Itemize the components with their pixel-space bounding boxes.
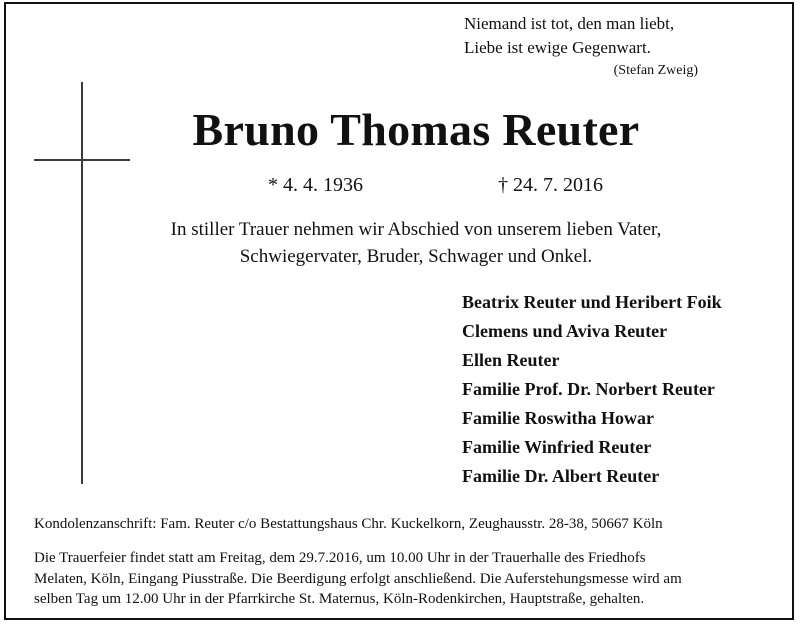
mourner-item: Clemens und Aviva Reuter (462, 321, 668, 341)
funeral-service-info (34, 548, 774, 610)
epitaph-quote (464, 12, 744, 80)
service-line-2: Melaten, Köln, Eingang Piusstraße. Die Beerdigung erfolgt anschließend. Die Auferstehungsmesse wird am (34, 570, 682, 587)
quote-line-2: Liebe ist ewige Gegenwart. (464, 38, 651, 57)
obituary-card (4, 2, 794, 620)
mourner-item: Familie Roswitha Howar (462, 408, 654, 428)
mourner-item: Ellen Reuter (462, 350, 560, 370)
service-line-1: Die Trauerfeier findet statt am Freitag, dem 29.7.2016, um 10.00 Uhr in der Trauerhalle des Friedhofs (34, 550, 646, 566)
farewell-line-2: Schwiegervater, Bruder, Schwager und Onkel. (239, 246, 593, 267)
deceased-name: Bruno Thomas Reuter (192, 104, 640, 155)
condolence-address: Kondolenzanschrift: Fam. Reuter c/o Bestattungshaus Chr. Kuckelkorn, Zeughausstr. 28-38, 50667 Köln (34, 516, 663, 532)
mourner-item: Familie Dr. Albert Reuter (462, 466, 660, 486)
cross-icon-vertical-beam (81, 82, 83, 484)
mourner-item: Familie Prof. Dr. Norbert Reuter (462, 379, 715, 399)
cross-icon-horizontal-beam (34, 159, 130, 161)
farewell-line-1: In stiller Trauer nehmen wir Abschied von unserem lieben Vater, (170, 219, 662, 240)
quote-line-1: Niemand ist tot, den man liebt, (464, 14, 675, 33)
farewell-text (136, 216, 696, 270)
death-date: † 24. 7. 2016 (498, 174, 603, 196)
service-line-3: selben Tag um 12.00 Uhr in der Pfarrkirche St. Maternus, Köln-Rodenkirchen, Hauptstraße, gehalten. (34, 591, 645, 607)
mourner-item: Familie Winfried Reuter (462, 437, 652, 457)
quote-author: (Stefan Zweig) (613, 63, 698, 78)
birth-date: * 4. 4. 1936 (268, 174, 363, 196)
mourners-list (462, 288, 722, 491)
mourner-item: Beatrix Reuter und Heribert Foik (462, 292, 722, 312)
